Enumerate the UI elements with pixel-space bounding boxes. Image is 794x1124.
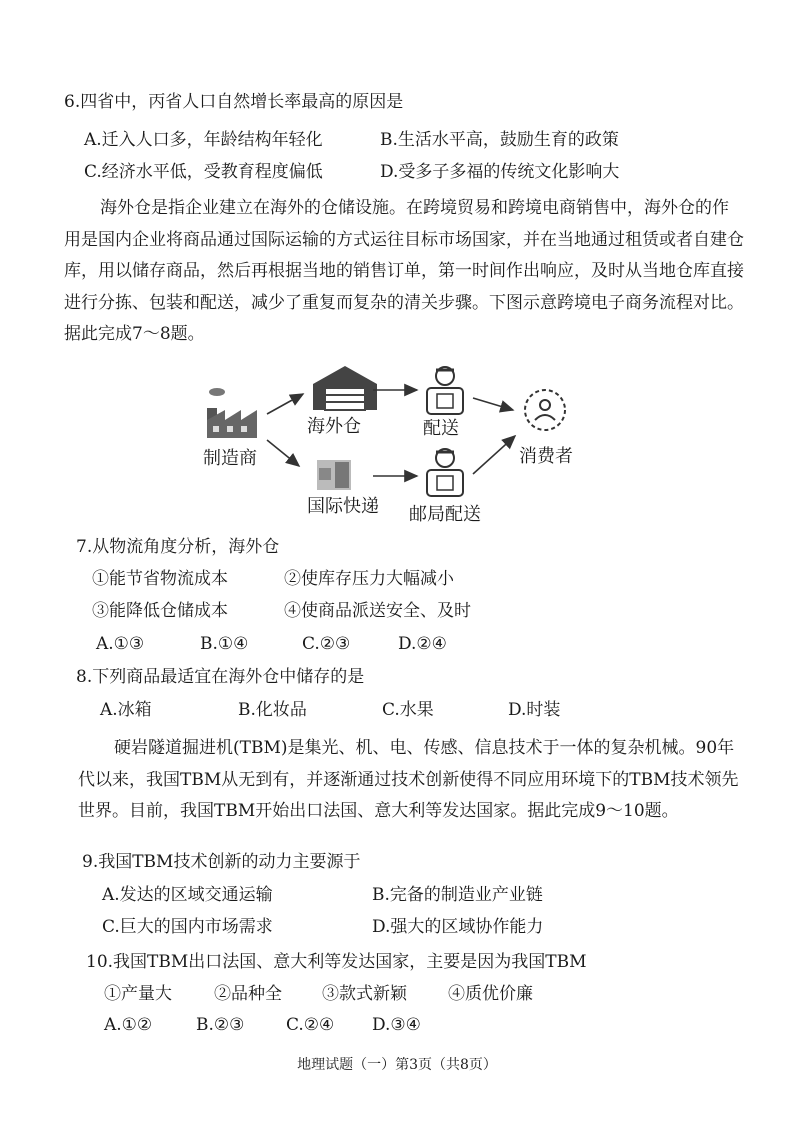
q10-option-c: C.②④ bbox=[286, 1015, 335, 1035]
passage-overseas-warehouse: 海外仓是指企业建立在海外的仓储设施。在跨境贸易和跨境电商销售中，海外仓的作用是国内企业将商品通过国际运输的方式运往目标市场国家，并在当地通过租赁或者自建仓库，用以储存商品，然后再根据当地的销售订单，第一时间作出响应，及时从当地仓库直接进行分拣、包装和配送，减少了重复而复杂的清关步骤。下图示意跨境电子商务流程对比。据此完成7～8题。 bbox=[64, 198, 744, 344]
q10-statement-2: ②品种全 bbox=[214, 984, 282, 1004]
q9-option-c: C.巨大的国内市场需求 bbox=[102, 917, 273, 937]
cross-border-ecommerce-diagram bbox=[195, 358, 595, 528]
q9-option-a: A.发达的区域交通运输 bbox=[102, 885, 273, 905]
label-manufacturer: 制造商 bbox=[203, 448, 257, 469]
passage-tbm: 硬岩隧道掘进机(TBM)是集光、机、电、传感、信息技术于一体的复杂机械。90年代以来，我国TBM从无到有，并逐渐通过技术创新使得不同应用环境下的TBM技术领先世界。目前，我国TBM开始出口法国、意大利等发达国家。据此完成9～10题。 bbox=[78, 738, 739, 821]
q7-option-b: B.①④ bbox=[200, 634, 249, 654]
warehouse-icon bbox=[313, 366, 377, 410]
q6-option-d: D.受多子多福的传统文化影响大 bbox=[380, 162, 620, 182]
q10-statement-1: ①产量大 bbox=[104, 984, 172, 1004]
q8-option-c: C.水果 bbox=[382, 700, 434, 720]
arrow-postal-to-consumer bbox=[473, 436, 515, 474]
q7-statement-4: ④使商品派送安全、及时 bbox=[284, 601, 471, 621]
q10-stem: 10.我国TBM出口法国、意大利等发达国家，主要是因为我国TBM bbox=[86, 952, 587, 972]
courier-icon bbox=[427, 367, 463, 414]
q6-option-c: C.经济水平低，受教育程度偏低 bbox=[84, 162, 323, 182]
q7-statement-2: ②使库存压力大幅减小 bbox=[284, 569, 454, 589]
postal-courier-icon bbox=[427, 449, 463, 496]
q10-statement-3: ③款式新颖 bbox=[322, 984, 407, 1004]
q7-option-d: D.②④ bbox=[398, 634, 447, 654]
label-postal-delivery: 邮局配送 bbox=[409, 504, 481, 525]
q9-option-b: B.完备的制造业产业链 bbox=[372, 885, 543, 905]
label-consumer: 消费者 bbox=[519, 446, 573, 467]
consumer-icon bbox=[525, 390, 565, 430]
q10-option-d: D.③④ bbox=[372, 1015, 421, 1035]
parcel-icon bbox=[317, 460, 351, 490]
q7-statement-1: ①能节省物流成本 bbox=[92, 569, 228, 589]
arrow-delivery-to-consumer bbox=[473, 398, 513, 410]
q7-option-c: C.②③ bbox=[302, 634, 351, 654]
q6-stem: 6.四省中，丙省人口自然增长率最高的原因是 bbox=[64, 92, 404, 112]
q8-option-d: D.时装 bbox=[508, 700, 561, 720]
q7-option-a: A.①③ bbox=[96, 634, 145, 654]
q10-option-b: B.②③ bbox=[196, 1015, 245, 1035]
q9-option-d: D.强大的区域协作能力 bbox=[372, 917, 544, 937]
page-footer: 地理试题（一）第3页（共8页） bbox=[297, 1057, 497, 1073]
q6-option-b: B.生活水平高，鼓励生育的政策 bbox=[380, 130, 619, 150]
q8-option-b: B.化妆品 bbox=[238, 700, 307, 720]
label-intl-express: 国际快递 bbox=[307, 496, 379, 517]
q10-statement-4: ④质优价廉 bbox=[448, 984, 533, 1004]
flow-diagram-svg bbox=[195, 358, 595, 528]
q8-option-a: A.冰箱 bbox=[100, 700, 152, 720]
q7-stem: 7.从物流角度分析，海外仓 bbox=[76, 537, 280, 557]
factory-icon bbox=[207, 388, 257, 438]
arrow-manufacturer-to-warehouse bbox=[267, 394, 303, 414]
q8-stem: 8.下列商品最适宜在海外仓中储存的是 bbox=[76, 667, 365, 687]
q7-statement-3: ③能降低仓储成本 bbox=[92, 601, 228, 621]
q6-option-a: A.迁入人口多，年龄结构年轻化 bbox=[84, 130, 323, 150]
q10-option-a: A.①② bbox=[104, 1015, 153, 1035]
arrow-manufacturer-to-express bbox=[267, 440, 299, 466]
label-delivery: 配送 bbox=[423, 418, 459, 439]
q9-stem: 9.我国TBM技术创新的动力主要源于 bbox=[82, 852, 361, 872]
label-overseas-warehouse: 海外仓 bbox=[307, 416, 361, 437]
